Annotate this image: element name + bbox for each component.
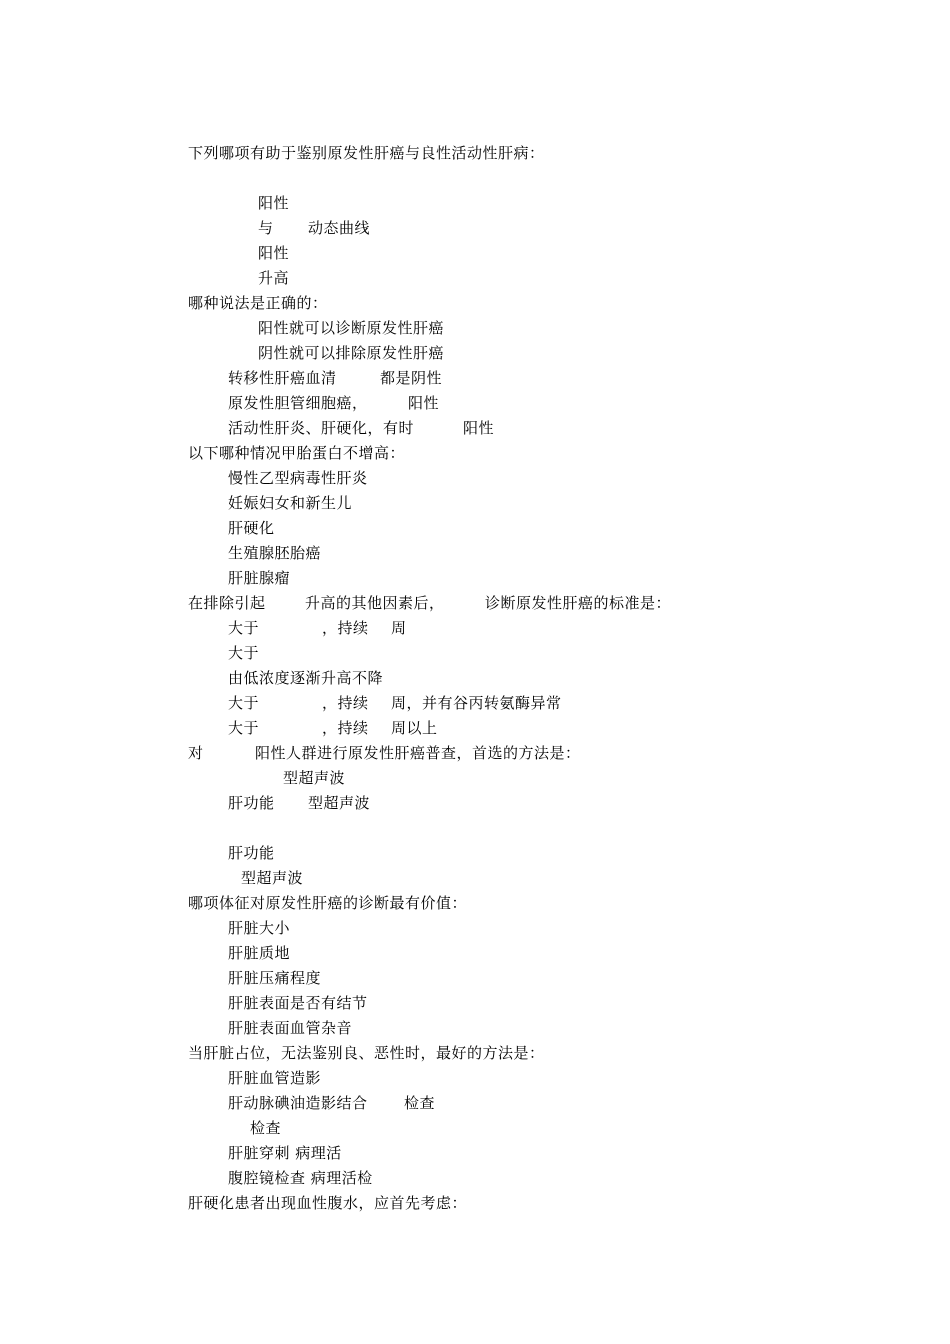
question-1-stem: 下列哪项有助于鉴别原发性肝癌与良性活动性肝病： (188, 144, 545, 162)
question-7-stem: 当肝脏占位，无法鉴别良、恶性时，最好的方法是： (188, 1044, 545, 1062)
question-4-option-a-part-2: ，持续 (322, 619, 369, 637)
question-4-option-c: 由低浓度逐渐升高不降 (228, 669, 384, 687)
question-7-option-d: 肝脏穿刺 病理活 (228, 1144, 342, 1162)
question-4-stem-part-2: 升高的其他因素后， (305, 594, 445, 612)
question-4-stem-part-1: 在排除引起 (188, 594, 266, 612)
question-4-stem-part-3: 诊断原发性肝癌的标准是： (485, 594, 672, 612)
question-2-option-d-part-2: 阳性 (408, 394, 440, 412)
question-2-option-a: 阳性就可以诊断原发性肝癌 (258, 319, 445, 337)
question-6-stem: 哪项体征对原发性肝癌的诊断最有价值： (188, 894, 468, 912)
question-7-option-b-part-1: 肝动脉碘油造影结合 (228, 1094, 368, 1112)
question-4-option-e-part-3: 周以上 (391, 719, 438, 737)
question-4-option-d-part-3: 周，并有谷丙转氨酶异常 (391, 694, 562, 712)
question-1-option-b-part-2: 动态曲线 (308, 219, 371, 237)
question-6-option-a: 肝脏大小 (228, 919, 291, 937)
question-3-option-c: 肝硬化 (228, 519, 275, 537)
question-2-option-c-part-1: 转移性肝癌血清 (228, 369, 337, 387)
question-5-option-b-part-2: 型超声波 (308, 794, 371, 812)
question-5-stem-part-2: 阳性人群进行原发性肝癌普查，首选的方法是： (255, 744, 581, 762)
question-7-option-c: 检查 (250, 1119, 282, 1137)
question-6-option-e: 肝脏表面血管杂音 (228, 1019, 353, 1037)
question-7-option-b-part-2: 检查 (404, 1094, 436, 1112)
question-3-option-b: 妊娠妇女和新生儿 (228, 494, 353, 512)
question-4-option-a-part-1: 大于 (228, 619, 260, 637)
question-5-option-b-part-1: 肝功能 (228, 794, 275, 812)
question-5-option-a: 型超声波 (283, 769, 346, 787)
question-8-stem: 肝硬化患者出现血性腹水，应首先考虑： (188, 1194, 468, 1212)
question-2-option-b: 阴性就可以排除原发性肝癌 (258, 344, 445, 362)
question-1-option-a: 阳性 (258, 194, 290, 212)
question-4-option-a-part-3: 周 (391, 619, 407, 637)
question-1-option-d: 升高 (258, 269, 290, 287)
question-5-stem-part-1: 对 (188, 744, 204, 762)
question-2-option-d-part-1: 原发性胆管细胞癌， (228, 394, 368, 412)
question-1-option-b-part-1: 与 (258, 219, 274, 237)
question-5-option-d: 肝功能 (228, 844, 275, 862)
question-6-option-c: 肝脏压痛程度 (228, 969, 322, 987)
question-4-option-d-part-2: ，持续 (322, 694, 369, 712)
question-3-option-a: 慢性乙型病毒性肝炎 (228, 469, 368, 487)
question-4-option-e-part-2: ，持续 (322, 719, 369, 737)
question-3-option-e: 肝脏腺瘤 (228, 569, 291, 587)
question-7-option-e: 腹腔镜检查 病理活检 (228, 1169, 373, 1187)
question-3-stem: 以下哪种情况甲胎蛋白不增高： (188, 444, 406, 462)
question-2-option-e-part-2: 阳性 (463, 419, 495, 437)
question-6-option-b: 肝脏质地 (228, 944, 291, 962)
question-6-option-d: 肝脏表面是否有结节 (228, 994, 368, 1012)
question-2-stem: 哪种说法是正确的： (188, 294, 328, 312)
question-4-option-e-part-1: 大于 (228, 719, 260, 737)
question-2-option-e-part-1: 活动性肝炎、肝硬化，有时 (228, 419, 415, 437)
question-3-option-d: 生殖腺胚胎癌 (228, 544, 322, 562)
question-4-option-d-part-1: 大于 (228, 694, 260, 712)
question-1-option-c: 阳性 (258, 244, 290, 262)
question-7-option-a: 肝脏血管造影 (228, 1069, 322, 1087)
question-2-option-c-part-2: 都是阴性 (380, 369, 443, 387)
question-5-option-e: 型超声波 (241, 869, 304, 887)
question-4-option-b: 大于 (228, 644, 260, 662)
